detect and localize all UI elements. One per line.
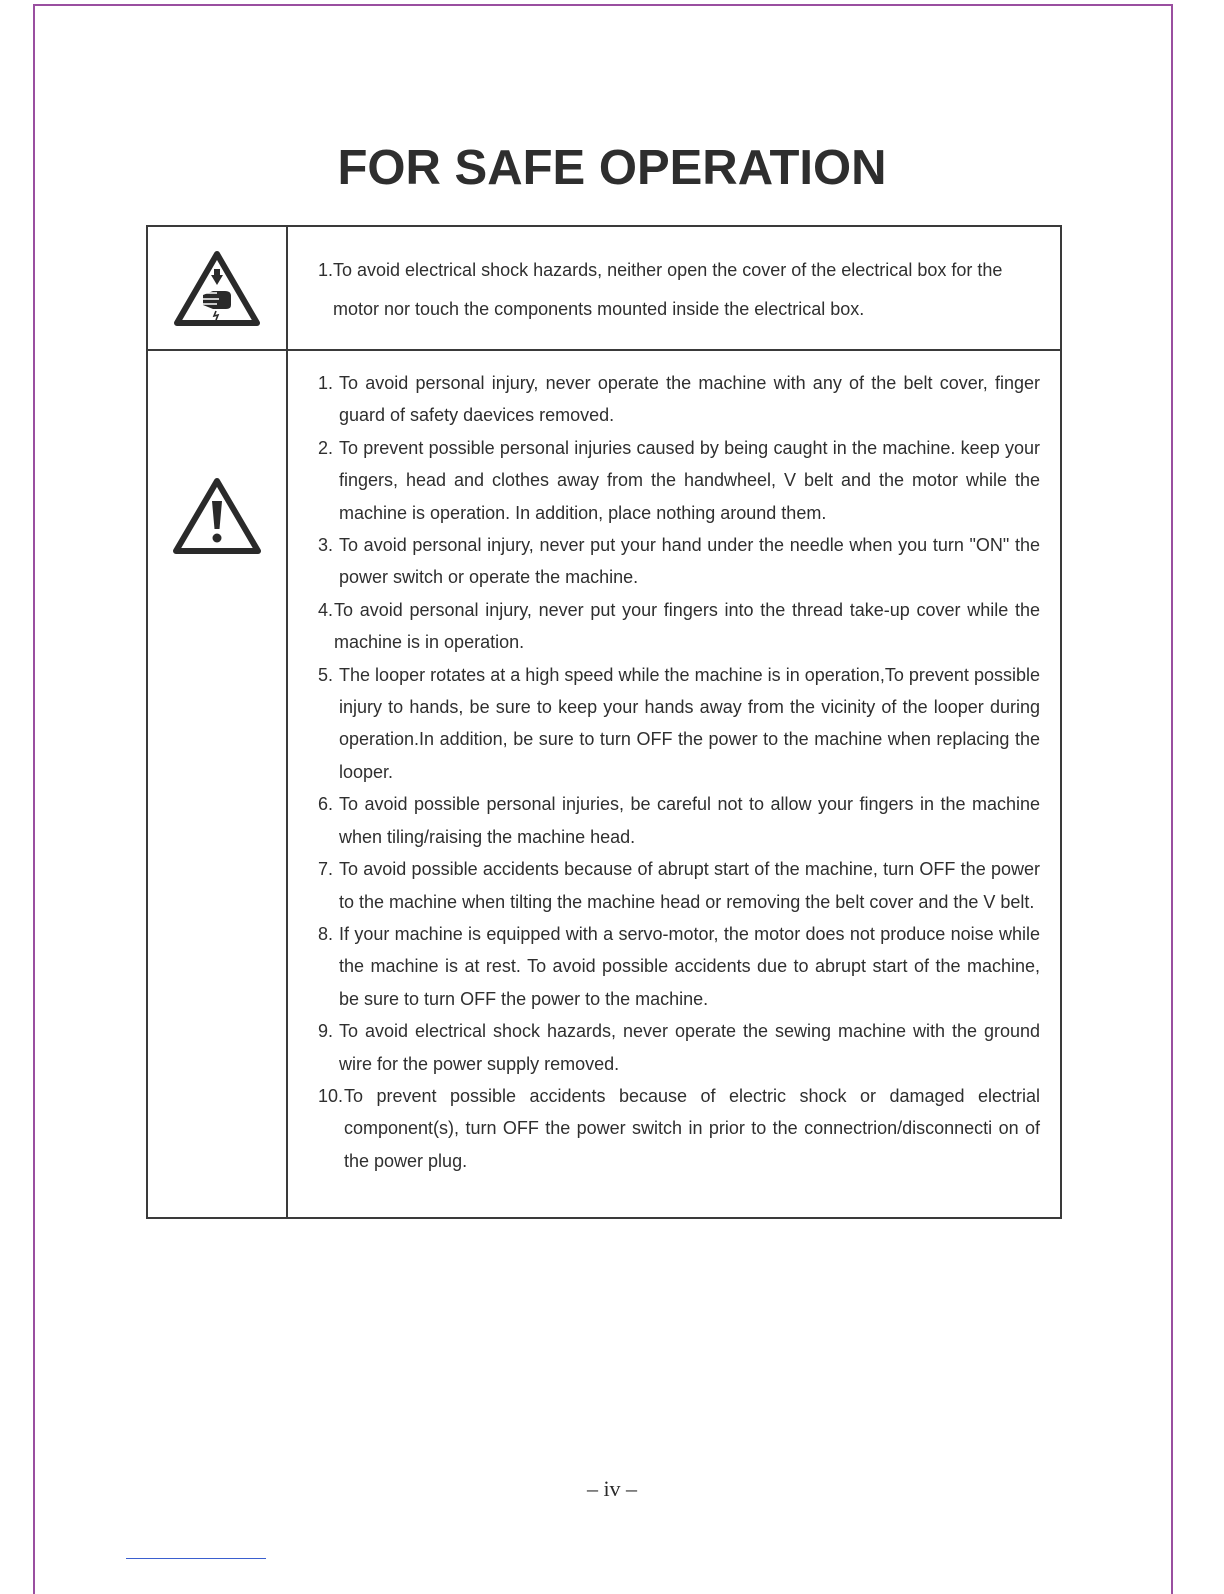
list-item: 8. If your machine is equipped with a servo-motor, the motor does not produce noise while the machine is at rest. To avoid possible accidents due to abrupt start of the machine, be sure to turn OFF the power to the machine. bbox=[318, 923, 1040, 1009]
page-title: FOR SAFE OPERATION bbox=[337, 141, 887, 195]
list-item: 9. To avoid electrical shock hazards, never operate the sewing machine with the ground wire for the power supply removed. bbox=[318, 1021, 1040, 1074]
list-item: 7. To avoid possible accidents because of abrupt start of the machine, turn OFF the power to the machine when tilting the machine head or removing the belt cover and the V belt. bbox=[318, 859, 1040, 912]
footnote-divider bbox=[126, 1558, 266, 1559]
hazard-list bbox=[288, 227, 1060, 329]
hazard-text-cell bbox=[287, 226, 1061, 350]
safety-table bbox=[146, 225, 1062, 1219]
list-item: 5. The looper rotates at a high speed while the machine is in operation,To prevent possible injury to hands, be sure to keep your hands away from the vicinity of the looper during operation.In addition, be sure to turn OFF the power to the machine when replacing the looper. bbox=[318, 664, 1040, 782]
page-number: – iv – bbox=[586, 1476, 638, 1501]
caution-list bbox=[288, 351, 1060, 1177]
electric-shock-hazard-icon bbox=[173, 249, 261, 329]
list-item: 1. To avoid electrical shock hazards, neither open the cover of the electrical box for the motor nor touch the components mounted inside the electrical box. bbox=[318, 260, 1003, 319]
hazard-row bbox=[147, 226, 1061, 350]
list-item: 3. To avoid personal injury, never put your hand under the needle when you turn "ON" the power switch or operate the machine. bbox=[318, 535, 1040, 588]
caution-text-cell bbox=[287, 350, 1061, 1218]
caution-row bbox=[147, 350, 1061, 1218]
list-item: 10. To prevent possible accidents because of electric shock or damaged electrial component(s), turn OFF the power switch in prior to the connectrion/disconnecti on of the power plug. bbox=[318, 1085, 1040, 1171]
caution-icon-cell bbox=[147, 350, 287, 1218]
list-item: 6. To avoid possible personal injuries, be careful not to allow your fingers in the machine when tiling/raising the machine head. bbox=[318, 794, 1040, 847]
list-item: 4. To avoid personal injury, never put your fingers into the thread take-up cover while the machine is in operation. bbox=[318, 599, 1040, 653]
caution-exclamation-icon bbox=[171, 475, 263, 557]
hazard-icon-cell bbox=[147, 226, 287, 350]
list-item: 1. To avoid personal injury, never operate the machine with any of the belt cover, finger guard of safety daevices removed. bbox=[318, 373, 1040, 426]
list-item: 2. To prevent possible personal injuries caused by being caught in the machine. keep your fingers, head and clothes away from the handwheel, V belt and the motor while the machine is operation. In addition, place nothing around them. bbox=[318, 437, 1040, 523]
